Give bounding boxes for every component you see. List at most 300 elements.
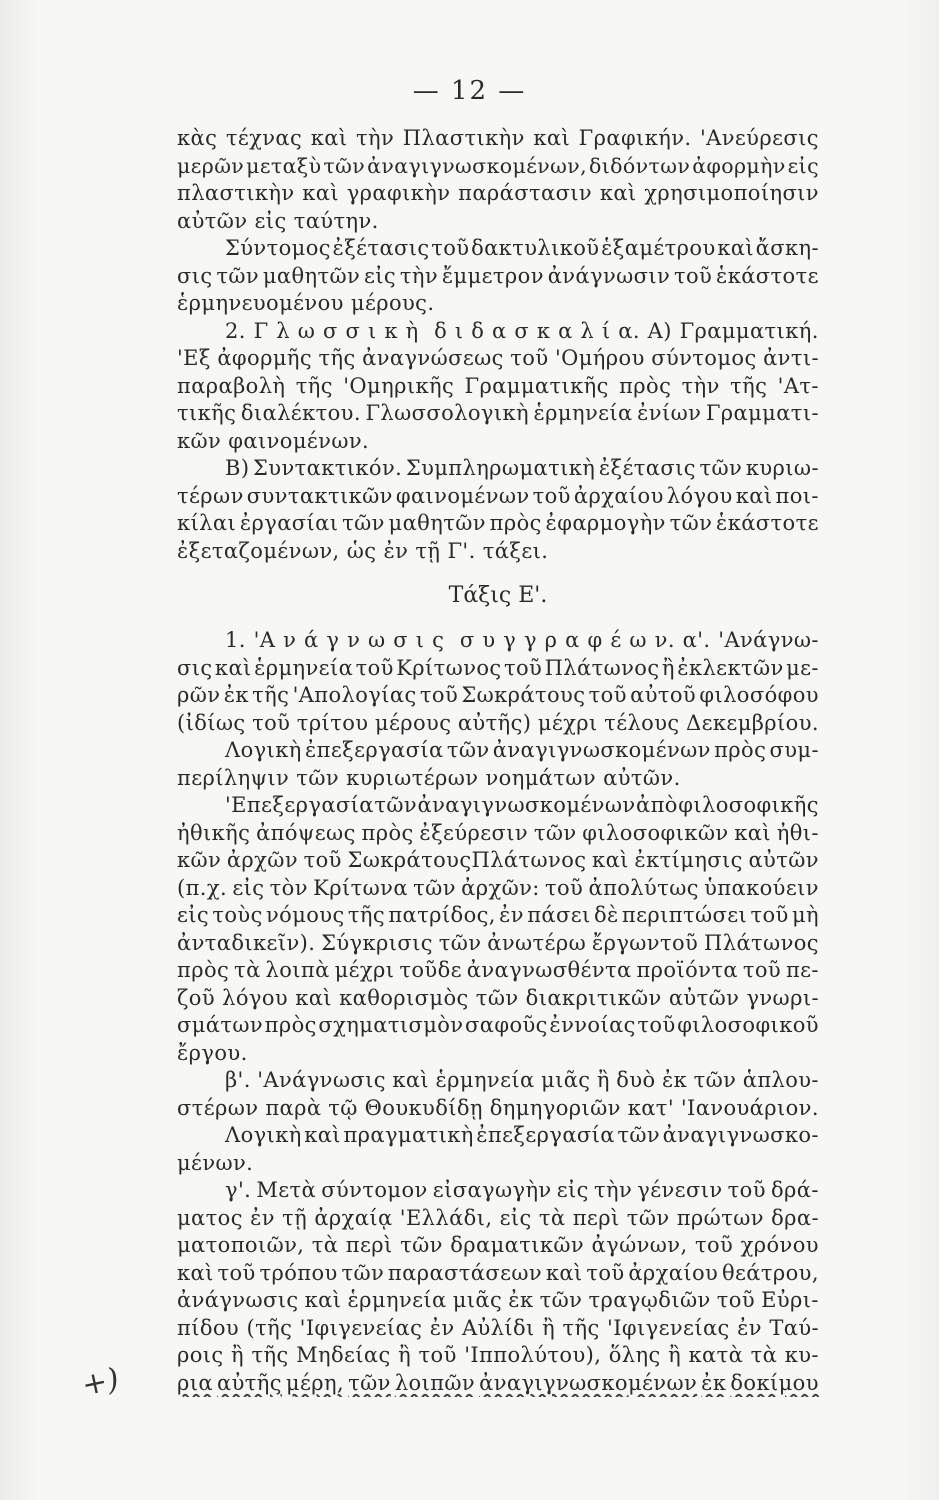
word: καὶ — [302, 181, 340, 205]
word: φιλοσοφικοῦ — [677, 1013, 819, 1037]
word: Γραμματι- — [705, 401, 819, 425]
word: ἑρμηνεία — [254, 655, 354, 680]
word: σύντομον — [321, 1178, 428, 1202]
word: ἑρμηνεία — [435, 1068, 535, 1092]
word: ἀναγνωσθέντα — [466, 958, 632, 982]
word: λόγου — [222, 985, 289, 1010]
word: τοῦ — [588, 683, 627, 707]
word: Γ — [253, 318, 269, 343]
word: διαλέκτου. — [240, 401, 361, 425]
word: ἑρμηνεία — [347, 1288, 447, 1312]
word: Λογικὴ — [225, 1123, 302, 1147]
handwritten-margin-mark: +) — [78, 1361, 123, 1404]
word: τέλους — [604, 710, 680, 735]
text-line: Τάξις Ε'. — [448, 583, 548, 608]
text-line — [177, 875, 819, 903]
word: καὶ — [717, 236, 755, 260]
word: ἀρχῶν — [226, 848, 298, 872]
text-line — [177, 1232, 819, 1260]
word: ρῶν — [177, 683, 221, 707]
word: ἐκλεκτῶν — [677, 655, 784, 680]
word: τῶν — [400, 1233, 443, 1257]
word: ἐξέτασις — [332, 236, 430, 260]
word: Β) — [225, 456, 250, 480]
word: 'Ιφιγενείας — [607, 1315, 730, 1340]
word: εἰς — [787, 153, 819, 178]
word: τῆς — [251, 1343, 289, 1367]
word: Αὐλίδι — [461, 1315, 535, 1340]
word: τοῦ — [252, 710, 291, 735]
word: τῆς — [295, 373, 333, 398]
word: 'Ανάγνωσις — [257, 1068, 386, 1092]
word: ἀπόψεως — [256, 820, 356, 845]
word: μένων. — [177, 1150, 254, 1175]
word: μέρους — [374, 710, 452, 735]
word: ματος — [177, 1205, 243, 1230]
word: τῶν — [669, 511, 713, 535]
word: καὶ — [392, 1068, 430, 1092]
word: χρησιμοποίησιν — [644, 181, 819, 205]
word: λ — [580, 318, 595, 343]
word: ἐκ — [223, 683, 249, 707]
word: 'Επεξεργασία — [225, 793, 374, 817]
word: καὶ — [295, 985, 332, 1010]
word: τῶν — [296, 765, 347, 790]
word: τοῦ — [674, 263, 713, 288]
word: ἀνταδικεῖν). — [177, 930, 316, 955]
word: έ — [610, 628, 622, 652]
word: κυριωτέρων — [346, 765, 486, 790]
word: τοῦ — [510, 346, 549, 370]
text-line — [177, 290, 819, 318]
text-line — [177, 180, 819, 208]
word: κατ' — [627, 1095, 674, 1120]
word: τάξει. — [482, 538, 549, 563]
word: καὶ — [214, 655, 252, 680]
word: τῶν — [341, 1260, 385, 1285]
word: ἐν — [383, 538, 416, 563]
word: α — [558, 318, 573, 343]
word: σ — [459, 628, 475, 652]
word: κυ- — [784, 1343, 819, 1367]
text-line — [177, 1040, 819, 1068]
text-line — [177, 682, 819, 710]
word: καὶ — [533, 126, 571, 150]
word: στέρων — [177, 1095, 259, 1120]
word: λοιπῶν — [394, 1370, 476, 1395]
word: ἑκάστοτε — [716, 263, 819, 288]
word: ἐπεξεργασία — [476, 1123, 615, 1147]
word: καὶ — [735, 483, 773, 508]
word: δραματικῶν — [450, 1233, 585, 1257]
word: πρώτων — [676, 1205, 764, 1230]
word: μιᾶς — [452, 1288, 503, 1312]
word: εἰς — [364, 263, 397, 288]
word: ἀρχαίου — [628, 1260, 719, 1285]
word: ἄσκη- — [755, 236, 819, 260]
word: τῶν — [342, 511, 385, 535]
word: ὴ — [405, 318, 419, 343]
word: Α) — [647, 318, 672, 343]
word: τῶν — [693, 1068, 737, 1092]
word: τοῦ — [503, 655, 543, 680]
word: (τῆς — [246, 1315, 293, 1340]
word: χρόνου — [740, 1233, 819, 1257]
word: δημηγοριῶν — [489, 1095, 621, 1120]
word: ἢ — [596, 1068, 610, 1092]
word: παραστάσεων — [387, 1260, 543, 1285]
text-line — [177, 710, 819, 738]
word: τῶν — [617, 1123, 661, 1147]
word: ἀναγνώσεως — [362, 346, 504, 370]
word: εἰς — [556, 1178, 589, 1202]
word: δακτυλικοῦ — [471, 236, 600, 260]
word: δὲ — [593, 903, 619, 927]
word: (ἰδίως — [177, 710, 246, 735]
word: ἀφορμὴν — [692, 153, 786, 178]
word: καὶ — [304, 1288, 342, 1312]
page-number: — 12 — — [412, 76, 527, 106]
word: τραγῳδιῶν — [588, 1288, 711, 1312]
word: κίλαι — [177, 511, 237, 535]
word: ἐφαρμογὴν — [545, 511, 666, 535]
word: τοῦδε — [399, 958, 462, 982]
word: τὴν — [399, 263, 439, 288]
text-line — [177, 957, 819, 985]
word: τὴν — [593, 1178, 633, 1202]
text-line — [177, 902, 819, 930]
word: δ — [434, 318, 448, 343]
word: περὶ — [345, 1233, 393, 1257]
word: γ — [326, 628, 340, 652]
word: πίδου — [177, 1315, 240, 1340]
word: ὅλης — [608, 1343, 661, 1367]
word: αὐτῶν — [177, 208, 255, 233]
word: τοῦ — [545, 875, 584, 900]
word: πλαστικὴν — [177, 181, 295, 205]
word: Γραμματικῆς — [464, 373, 609, 398]
word: ἀρχῶν: — [461, 875, 540, 900]
word: ταύτην. — [293, 208, 379, 233]
word: τέχνας — [225, 126, 303, 150]
word: ρια — [177, 1370, 213, 1395]
word: μαθητῶν — [388, 511, 486, 535]
word: τῇ — [282, 1205, 308, 1230]
word: ἁπλου- — [742, 1068, 819, 1092]
word: ἐξέτασις — [598, 456, 696, 480]
word: α'. — [682, 628, 711, 652]
word: ἐν — [737, 1315, 762, 1340]
word: γ — [503, 628, 517, 652]
word: προϊόντα — [636, 958, 738, 982]
word: τοῦ — [532, 483, 571, 508]
word: γένεσιν — [637, 1178, 723, 1202]
word: πρὸς — [489, 511, 542, 535]
text-line — [177, 1205, 819, 1233]
word: ἔργου. — [177, 1040, 248, 1065]
word: τὰ — [538, 1205, 566, 1230]
word: καὶ — [599, 181, 637, 205]
word: ἀρχαίου — [573, 483, 664, 508]
word: ζοῦ — [177, 985, 215, 1010]
word: τοῦ — [637, 1013, 676, 1037]
word: ἐν — [429, 1315, 455, 1340]
text-line — [177, 820, 819, 848]
word: 'Ιππολύτου), — [464, 1343, 602, 1367]
word: δρα- — [771, 1205, 819, 1230]
word: φαινομένων. — [228, 428, 370, 453]
word: Κρίτωνα — [313, 875, 408, 900]
word: τρόπου — [259, 1260, 338, 1285]
word: τῶν — [374, 793, 418, 817]
word: γραφικὴν — [346, 181, 451, 205]
word: ἐννοίας — [549, 1013, 636, 1037]
word: ποι- — [775, 483, 819, 508]
word: υ — [482, 628, 496, 652]
word: εἰς — [177, 903, 210, 927]
word: αὐτοῦ — [630, 683, 697, 707]
word: Πλάτωνος — [544, 655, 660, 680]
word: φ — [587, 628, 603, 652]
word: σ — [323, 318, 338, 343]
text-line — [177, 1122, 819, 1150]
text-line — [177, 1370, 819, 1398]
word: Σύντομος — [225, 236, 331, 260]
word: 'Α — [253, 628, 276, 652]
word: τοῦ — [586, 1260, 625, 1285]
word: τοῦ — [431, 236, 470, 260]
word: ἀναγιγνωσκομένων, — [367, 153, 588, 178]
word: α. — [618, 318, 640, 343]
word: τῶν — [475, 985, 519, 1010]
word: μερῶν — [177, 153, 245, 178]
word: πατρίδος, — [388, 903, 496, 927]
text-line — [177, 538, 819, 566]
word: τοῦ — [694, 1233, 734, 1257]
word: σύντομος — [651, 346, 757, 370]
text-line — [177, 765, 819, 793]
word: διδόντων — [589, 153, 691, 178]
word: τῷ — [328, 1095, 358, 1120]
text-line — [177, 153, 819, 181]
word: διακριτικῶν — [525, 985, 662, 1010]
word: μὴ — [791, 903, 819, 927]
word: τοὺς — [212, 903, 263, 927]
word: τῆς — [252, 683, 290, 707]
word: περίληψιν — [177, 765, 297, 790]
word: ς — [432, 628, 445, 652]
word: τῶν — [699, 456, 743, 480]
word: φιλοσοφικῆς — [678, 793, 819, 817]
word: ΣωκράτουςΠλάτωνος — [347, 848, 587, 872]
word: σις — [177, 655, 213, 680]
word: καθορισμὸς — [339, 985, 469, 1010]
word: ἢ — [661, 655, 675, 680]
word: σμάτων — [177, 1013, 264, 1037]
word: Ταύ- — [769, 1315, 819, 1340]
word: τὰ — [311, 1233, 339, 1257]
word: ἐν — [499, 903, 524, 927]
word: τῶν — [323, 153, 366, 178]
word: δ — [471, 318, 485, 343]
word: τέρων — [177, 483, 244, 508]
word: ἀνωτέρω — [487, 930, 587, 955]
word: καὶ — [177, 1260, 214, 1285]
word: τοῦ — [727, 1178, 766, 1202]
word: ρ — [544, 628, 558, 652]
text-line — [177, 345, 819, 373]
word: Γλωσσολογικὴ — [365, 401, 529, 425]
word: καὶ — [734, 820, 772, 845]
word: πρὸς — [361, 820, 414, 845]
word: κυριω- — [745, 456, 819, 480]
word: εἰς — [254, 208, 294, 233]
word: ἑρμηνευομένου — [177, 291, 351, 315]
word: λόγου — [666, 483, 733, 508]
word: σαφοῦς — [465, 1013, 548, 1037]
word: σχηματισμὸν — [318, 1013, 464, 1037]
word: τῶν — [348, 1370, 391, 1395]
word: ἑξαμέτρου — [601, 236, 716, 260]
word: τῇ — [415, 538, 448, 563]
word: τοῦ — [418, 1343, 457, 1367]
word: σις — [177, 263, 213, 288]
text-line — [177, 737, 819, 765]
word: α — [492, 318, 507, 343]
word: τοῦ — [217, 1260, 256, 1285]
text-line — [177, 455, 819, 483]
word: κ — [384, 318, 398, 343]
word: τῶν — [413, 875, 456, 900]
word: πραγματικὴ — [343, 1123, 474, 1147]
word: 'Ατ- — [777, 373, 819, 398]
word: νοημάτων — [485, 765, 604, 790]
word: ἀνάγνωσις — [177, 1288, 299, 1312]
word: τῶν — [216, 263, 260, 288]
word: πρὸς — [177, 958, 230, 982]
word: τῶν — [533, 820, 577, 845]
word: ἐπεξεργασία — [304, 738, 444, 762]
word: γ'. — [225, 1178, 252, 1202]
word: ἐργασίαι — [239, 511, 339, 535]
word: νόμους — [266, 903, 345, 927]
word: Θουκυδίδῃ — [364, 1095, 483, 1120]
text-line — [177, 1150, 819, 1178]
text-line — [177, 627, 819, 655]
text-line — [177, 847, 819, 875]
word: ἀντι- — [763, 346, 819, 370]
word: ἀπὸ — [635, 793, 678, 817]
word: κατὰ — [688, 1343, 744, 1367]
text-line — [177, 1067, 819, 1095]
word: μέχρι — [537, 710, 598, 735]
word: ἐν — [250, 1205, 275, 1230]
word: τῆς — [347, 903, 386, 927]
text-line — [177, 510, 819, 538]
word: ν — [283, 628, 297, 652]
text-line — [177, 1095, 819, 1123]
text-line — [177, 792, 819, 820]
word: ι — [454, 318, 464, 343]
word: συμ- — [769, 738, 819, 762]
text-line — [177, 208, 819, 236]
word: ί — [601, 318, 611, 343]
word: κ — [536, 318, 551, 343]
word: ἐνίων — [637, 401, 702, 425]
word: τοῦ — [355, 655, 394, 680]
word: γνωρι- — [746, 985, 819, 1010]
word: 'Ομηρικῆς — [343, 373, 455, 398]
word: ἐκ — [508, 1288, 534, 1312]
word: 'Ομήρου — [554, 346, 645, 370]
word: Πλαστικὴν — [402, 126, 525, 150]
word: ἀπολύτως — [588, 875, 699, 900]
word: τοῦ — [303, 848, 342, 872]
word: ἀρχαίᾳ — [314, 1205, 393, 1230]
word: καὶ — [310, 126, 348, 150]
word: τοῦ — [742, 958, 782, 982]
word: α — [565, 628, 580, 652]
word: δρά- — [771, 1178, 819, 1202]
word: σ — [345, 318, 361, 343]
word: Λογικὴ — [225, 738, 302, 762]
word: δοκίμου — [730, 1370, 819, 1395]
word: παραβολὴ — [177, 373, 286, 398]
word: αὐτῆς) — [457, 710, 532, 735]
word: Μηδείας — [296, 1343, 391, 1367]
word: τρίτου — [296, 710, 369, 735]
word: με- — [786, 655, 819, 680]
word: φιλοσόφου — [699, 683, 819, 707]
word: παράστασιν — [458, 181, 593, 205]
word: τῆς — [562, 1315, 600, 1340]
word: τὴν — [356, 126, 395, 150]
word: ἢ — [668, 1343, 682, 1367]
word: ἢ — [231, 1343, 245, 1367]
word: ω — [367, 628, 386, 652]
word: πρὸς — [714, 738, 767, 762]
word: τῶν — [626, 1205, 670, 1230]
word: τὰ — [234, 958, 261, 982]
word: ἢ — [542, 1315, 556, 1340]
word: τὰ — [750, 1343, 778, 1367]
word: β'. — [225, 1068, 251, 1092]
text-line — [177, 1287, 819, 1315]
word: Γραμματική. — [679, 318, 819, 343]
word: αὐτῆς — [216, 1370, 282, 1395]
word: 'Ελλάδι, — [399, 1205, 493, 1230]
word: καὶ — [592, 848, 629, 872]
word: αὐτῶν. — [603, 765, 681, 790]
word: τοῦ — [750, 903, 789, 927]
word: πρὸς — [264, 1013, 317, 1037]
word: τῆς — [318, 346, 356, 370]
word: ἀναγιγνωσκομένων — [479, 1370, 698, 1395]
word: ἀναγιγνωσκο- — [662, 1123, 819, 1147]
word: Συμπληρωματικὴ — [405, 456, 596, 480]
word: 'Εξ — [177, 346, 211, 370]
word: σ — [514, 318, 530, 343]
word: συντακτικῶν — [246, 483, 393, 508]
word: Μετὰ — [256, 1178, 317, 1202]
word: λ — [276, 318, 291, 343]
word: ὑπακούειν — [704, 875, 819, 900]
word: Γραφικήν. — [578, 126, 692, 150]
word: 'Ανάγνω- — [718, 628, 819, 652]
word: ἔμμετρον — [441, 263, 544, 288]
word: μέρη, — [285, 1370, 345, 1395]
word: τὴν — [681, 373, 720, 398]
